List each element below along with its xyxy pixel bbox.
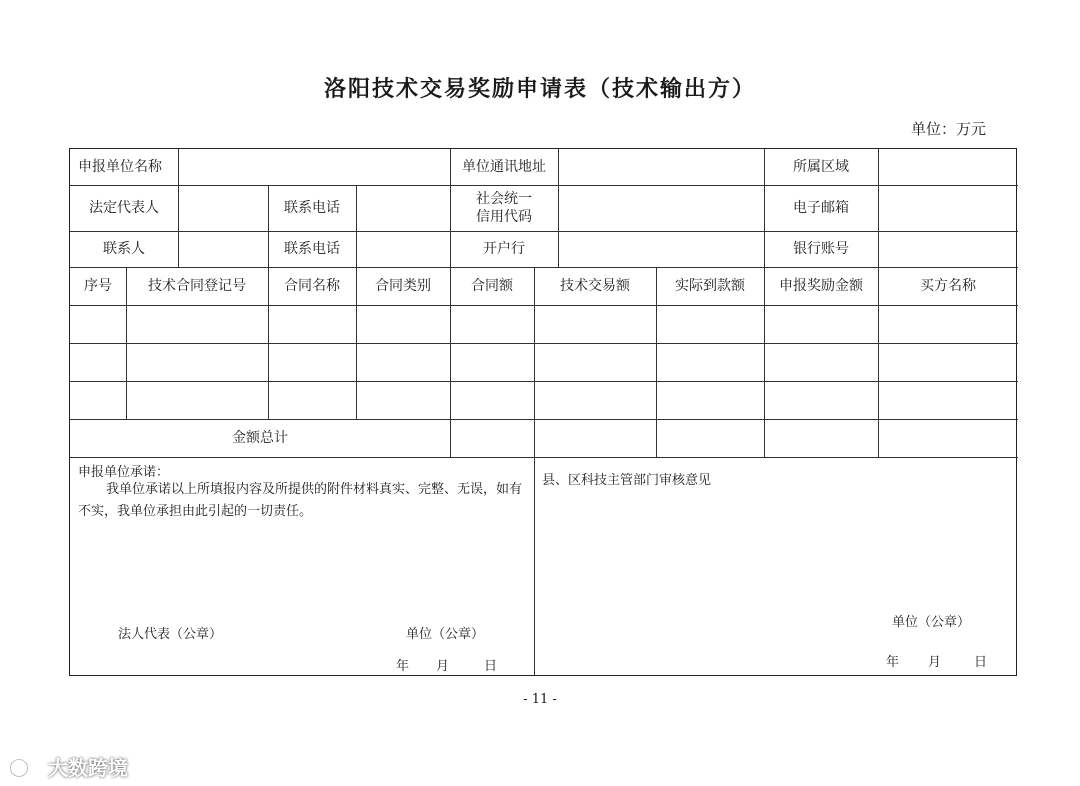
header-contract-amount: 合同额 bbox=[471, 278, 513, 294]
header-contract-reg-no: 技术合同登记号 bbox=[148, 278, 246, 294]
watermark bbox=[10, 752, 128, 781]
col-divider bbox=[178, 149, 179, 185]
col-divider bbox=[534, 457, 535, 675]
header-tech-trade-amount: 技术交易额 bbox=[560, 278, 630, 294]
date-month: 月 bbox=[436, 659, 450, 674]
col-divider bbox=[178, 185, 179, 267]
credit-code-label-line1: 社会统一 bbox=[476, 191, 532, 207]
review-unit-seal-label: 单位（公章） bbox=[892, 615, 971, 630]
credit-code-label bbox=[450, 185, 558, 231]
row-divider bbox=[70, 343, 1018, 344]
row-divider bbox=[70, 457, 1018, 458]
contact-label: 联系人 bbox=[103, 241, 145, 257]
watermark-text: 大数跨境 bbox=[48, 756, 128, 780]
header-reward-amount: 申报奖励金额 bbox=[779, 278, 863, 294]
col-divider bbox=[878, 149, 879, 185]
credit-code-label-line2: 信用代码 bbox=[476, 209, 532, 225]
header-buyer-name: 买方名称 bbox=[920, 278, 976, 294]
address-label: 单位通讯地址 bbox=[462, 159, 546, 175]
col-divider bbox=[878, 185, 879, 267]
row-divider bbox=[70, 305, 1018, 306]
header-contract-type: 合同类别 bbox=[375, 278, 431, 294]
unit-label: 单位：万元 bbox=[910, 120, 986, 138]
legal-seal-label: 法人代表（公章） bbox=[118, 627, 223, 642]
col-divider bbox=[558, 149, 559, 185]
review-date-year: 年 bbox=[886, 655, 900, 670]
unit-seal-label: 单位（公章） bbox=[406, 627, 485, 642]
review-date-day: 日 bbox=[974, 655, 988, 670]
email-label: 电子邮箱 bbox=[793, 200, 849, 216]
application-form bbox=[69, 148, 1017, 676]
row-divider bbox=[70, 381, 1018, 382]
review-date-month: 月 bbox=[928, 655, 942, 670]
bank-label: 开户行 bbox=[483, 241, 525, 257]
date-day: 日 bbox=[484, 659, 498, 674]
page-number: - 11 - bbox=[523, 692, 557, 707]
header-contract-name: 合同名称 bbox=[284, 278, 340, 294]
applicant-name-label: 申报单位名称 bbox=[78, 159, 162, 175]
legal-rep-label: 法定代表人 bbox=[89, 200, 159, 216]
watermark-logo-icon bbox=[10, 754, 44, 780]
date-year: 年 bbox=[396, 659, 410, 674]
promise-title: 申报单位承诺： bbox=[78, 465, 170, 480]
phone-label: 联系电话 bbox=[284, 241, 340, 257]
promise-body: 我单位承诺以上所填报内容及所提供的附件材料真实、完整、无误，如有不实，我单位承担由此引起的一切责任。 bbox=[78, 482, 523, 519]
review-title: 县、区科技主管部门审核意见 bbox=[542, 473, 712, 488]
header-received-amount: 实际到款额 bbox=[675, 278, 745, 294]
region-label: 所属区域 bbox=[793, 159, 849, 175]
account-label: 银行账号 bbox=[793, 241, 849, 257]
page-title: 洛阳技术交易奖励申请表（技术输出方） bbox=[323, 76, 756, 102]
col-divider bbox=[558, 185, 559, 267]
header-index: 序号 bbox=[84, 278, 112, 294]
phone-label: 联系电话 bbox=[284, 200, 340, 216]
col-divider bbox=[356, 185, 357, 267]
total-label: 金额总计 bbox=[232, 430, 288, 446]
